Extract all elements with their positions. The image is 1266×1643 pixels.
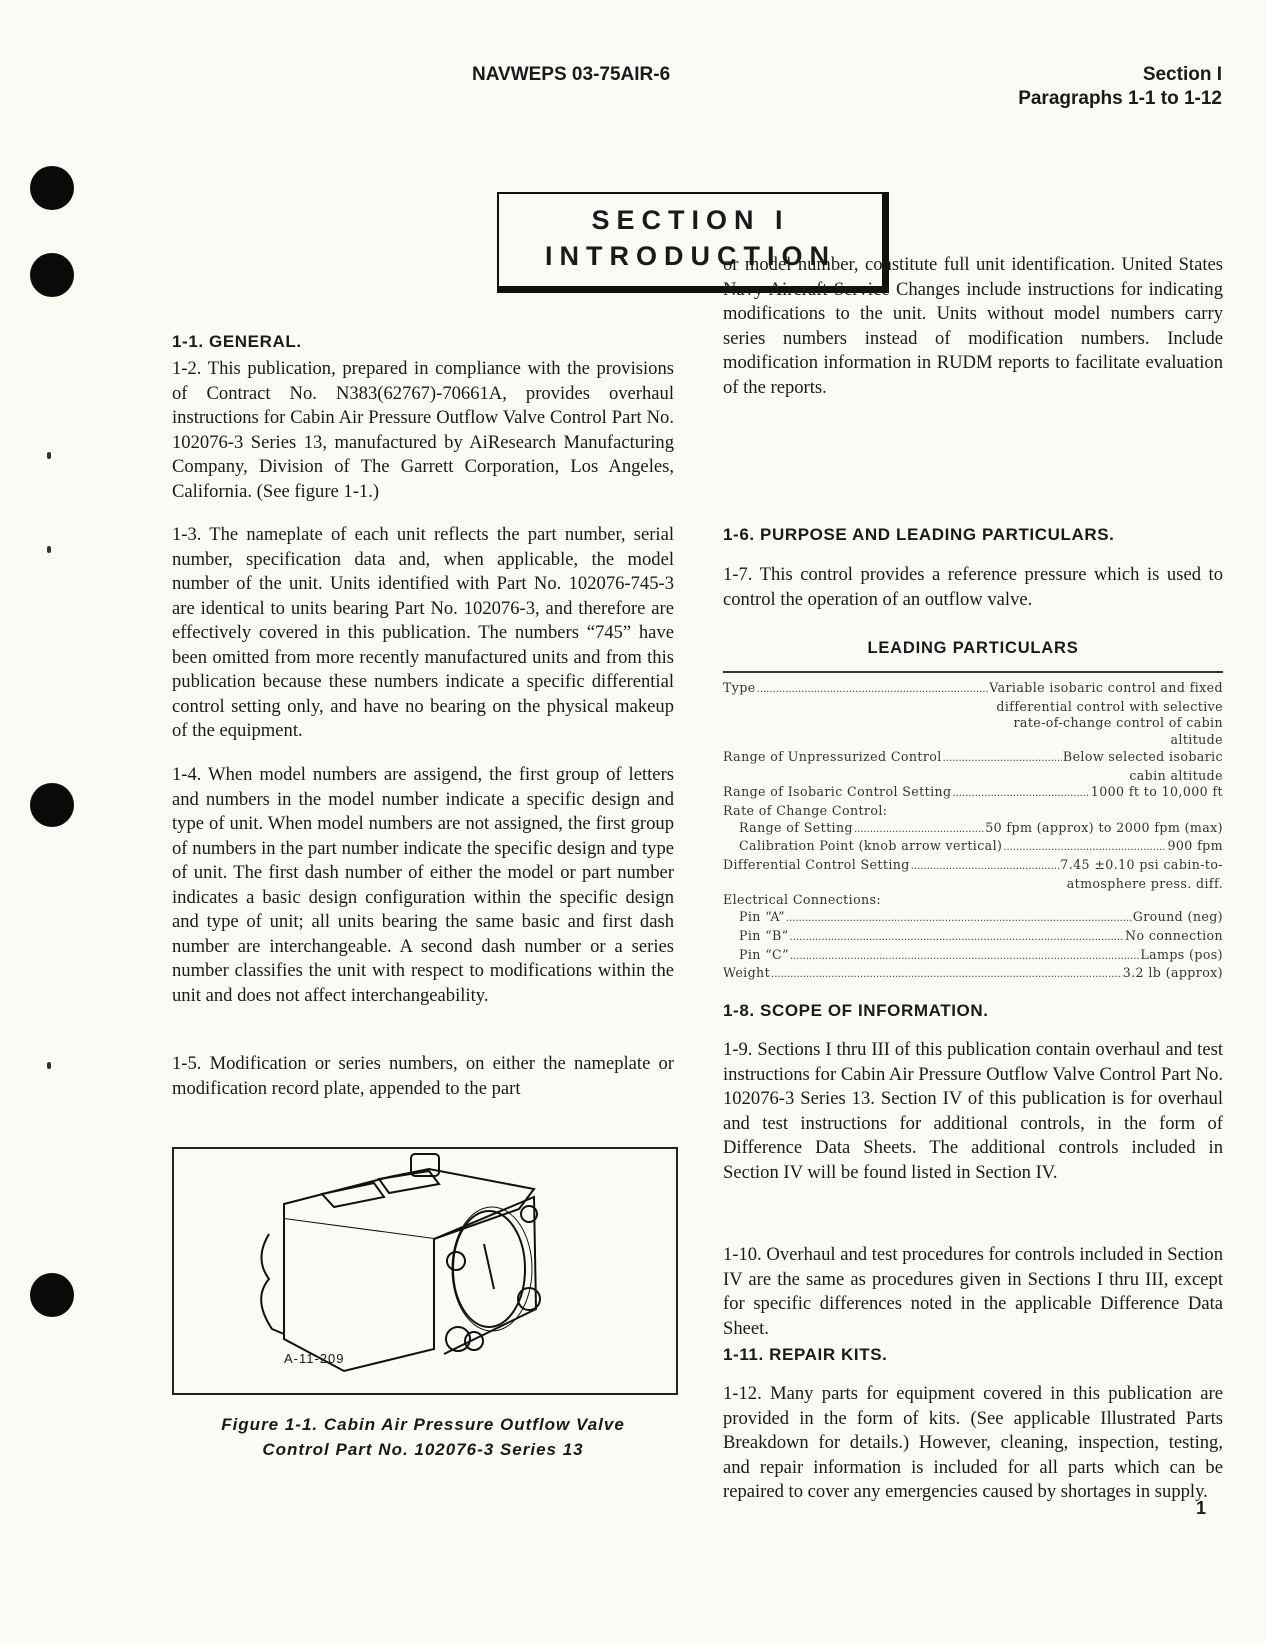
page-number: 1 (1196, 1498, 1207, 1518)
paragraph-1-12: 1-12. Many parts for equipment covered in this publication are provided in the form of kits. (See applicable Illustrated Parts Breakdown for details.) However, cleaning, inspection, testing, and repair information is included for all parts which can be repaired to cover any emergencies caused by shortages in supply. (723, 1383, 1223, 1502)
binder-mark (47, 546, 51, 553)
paragraph-1-7: 1-7. This control provides a reference pressure which is used to control the operation of an outflow valve. (723, 564, 1223, 610)
particulars-value: 7.45 ±0.10 psi cabin-to- (1060, 857, 1223, 873)
binder-hole (30, 253, 74, 297)
particulars-value: 3.2 lb (approx) (1122, 965, 1223, 981)
particulars-value: No connection (1125, 927, 1223, 943)
particulars-label: Differential Control Setting (723, 857, 910, 873)
particulars-label: Range of Unpressurized Control (723, 748, 942, 764)
figure-id: A-11-209 (284, 1351, 345, 1366)
binder-mark (47, 452, 51, 459)
heading-purpose: 1-6. PURPOSE AND LEADING PARTICULARS. (723, 525, 1115, 544)
divider (723, 671, 1223, 673)
binder-mark (47, 1062, 51, 1069)
dot-leader (943, 749, 1062, 768)
particulars-row (723, 749, 1223, 768)
particulars-group-heading: Rate of Change Control: (723, 802, 888, 818)
particulars-value-continued: rate-of-change control of cabin (1013, 715, 1223, 731)
binder-hole (30, 1273, 74, 1317)
particulars-row (723, 784, 1223, 803)
particulars-value-continued: cabin altitude (1129, 767, 1223, 783)
paragraph-1-4: 1-4. When model numbers are assigend, the first group of letters and numbers in the model number indicate a specific design and type of unit. When model numbers are not assigned, the first group of numbers in the part number indicate the specific design and type of unit. The first dash number of either the model or part number indicates a basic design configuration within the specific design and type of unit; all units bearing the same basic and first dash number are interchangeable. A second dash number or a series number classifies the unit with respect to modifications within the unit and does not affect interchangeability. (172, 764, 674, 1006)
particulars-value-continued: differential control with selective (996, 698, 1223, 714)
dot-leader (911, 857, 1060, 876)
particulars-value: Lamps (pos) (1140, 946, 1223, 962)
particulars-row (723, 857, 1223, 876)
heading-general: 1-1. GENERAL. (172, 332, 302, 351)
particulars-label: Type (723, 680, 756, 695)
particulars-label: Pin “C” (739, 946, 789, 962)
paragraph-1-5-continued: or model number, constitute full unit identification. United States Navy Aircraft Service Changes include instructions for indicating modifications to the unit. Units without model numbers carry series numbers instead of modification numbers. Include modification information in RUDM reports to facilitate evaluation of the reports. (723, 254, 1223, 398)
particulars-value: Ground (neg) (1132, 909, 1223, 925)
outflow-valve-control-illustration (174, 1149, 676, 1393)
dot-leader (952, 784, 1089, 803)
dot-leader (790, 947, 1139, 966)
dot-leader (771, 965, 1122, 984)
paragraph-1-3: 1-3. The nameplate of each unit reflects the part number, serial number, specification data and, when applicable, the model number of the unit. Units identified with Part No. 102076-745-3 are identical to units bearing Part No. 102076-3, and therefore are effectively covered in this publication. The numbers “745” have been omitted from more recently manufactured units and from this publication because these numbers indicate a specific differential control setting only, and have no bearing on the physical makeup of the equipment. (172, 524, 674, 741)
particulars-label: Weight (723, 965, 771, 981)
paragraph-1-2: 1-2. This publication, prepared in compliance with the provisions of Contract No. N383(62767)-70661A, provides overhaul instructions for Cabin Air Pressure Outflow Valve Control Part No. 102076-3 Series 13, manufactured by AiResearch Manufacturing Company, Division of The Garrett Corporation, Los Angeles, California. (See figure 1-1.) (172, 358, 674, 502)
particulars-row (723, 928, 1223, 947)
leading-particulars-table (723, 680, 1223, 984)
dot-leader (757, 680, 989, 699)
dot-leader (854, 820, 984, 839)
heading-repair-kits: 1-11. REPAIR KITS. (723, 1345, 888, 1364)
figure-1-1 (172, 1147, 678, 1395)
dot-leader (790, 928, 1125, 947)
particulars-row (723, 838, 1223, 857)
paragraph-range: Paragraphs 1-1 to 1-12 (1018, 88, 1222, 109)
caption-line-1: Figure 1-1. Cabin Air Pressure Outflow Valve (221, 1415, 625, 1434)
particulars-row (723, 909, 1223, 928)
dot-leader (786, 909, 1132, 928)
particulars-value: Variable isobaric control and fixed (989, 680, 1223, 695)
particulars-value: 50 fpm (approx) to 2000 fpm (max) (985, 819, 1223, 835)
particulars-label: Pin “A” (739, 909, 785, 925)
heading-scope: 1-8. SCOPE OF INFORMATION. (723, 1001, 989, 1020)
section-title: INTRODUCTION (545, 241, 836, 271)
particulars-value: Below selected isobaric (1062, 748, 1223, 764)
paragraph-1-5: 1-5. Modification or series numbers, on either the nameplate or modification record plate, appended to the part (172, 1053, 674, 1099)
binder-hole (30, 783, 74, 827)
section-number: SECTION I (591, 205, 790, 235)
particulars-value: 1000 ft to 10,000 ft (1090, 784, 1223, 800)
particulars-value-continued: altitude (1170, 732, 1223, 748)
particulars-label: Range of Isobaric Control Setting (723, 784, 952, 800)
particulars-row (723, 680, 1223, 699)
paragraph-1-10: 1-10. Overhaul and test procedures for controls included in Section IV are the same as procedures given in Sections I thru III, except for specific differences noted in the applicable Difference Data Sheet. (723, 1244, 1223, 1339)
section-label: Section I (1142, 64, 1222, 85)
document-id: NAVWEPS 03-75AIR-6 (472, 64, 671, 85)
particulars-label: Range of Setting (739, 819, 853, 835)
dot-leader (1003, 838, 1166, 857)
particulars-row (723, 965, 1223, 984)
caption-line-2: Control Part No. 102076-3 Series 13 (262, 1440, 584, 1459)
particulars-value-continued: atmosphere press. diff. (1066, 875, 1223, 891)
paragraph-1-9: 1-9. Sections I thru III of this publication contain overhaul and test instructions for Cabin Air Pressure Outflow Valve Control Part No. 102076-3 Series 13. Section IV of this publication is for overhaul and test instructions for additional controls, in the form of Difference Data Sheets. The additional controls included in Section IV will be found listed in Section IV. (723, 1039, 1223, 1183)
leading-particulars-title: LEADING PARTICULARS (867, 639, 1079, 657)
particulars-label: Pin “B” (739, 927, 789, 943)
binder-hole (30, 166, 74, 210)
particulars-row (723, 947, 1223, 966)
particulars-row (723, 820, 1223, 839)
figure-caption (172, 1412, 674, 1462)
particulars-label: Calibration Point (knob arrow vertical) (739, 838, 1003, 854)
particulars-group-heading: Electrical Connections: (723, 892, 882, 908)
particulars-value: 900 fpm (1167, 838, 1223, 854)
